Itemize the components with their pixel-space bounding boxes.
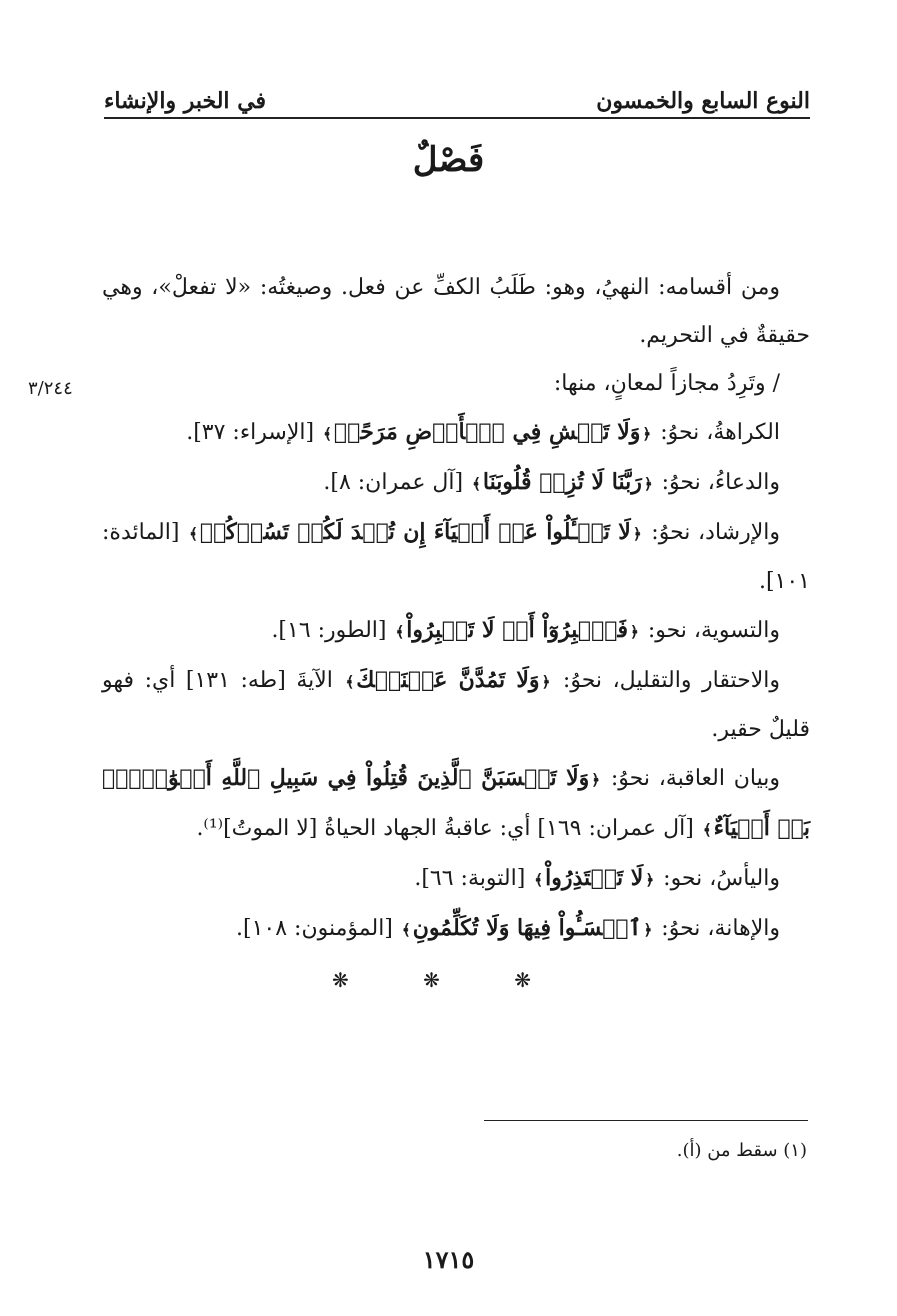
quran-verse: ﴿وَلَا تَحۡسَبَنَّ ٱلَّذِينَ قُتِلُواْ فِي سَبِيلِ ٱللَّهِ أَمۡوَٰتَۢاۚ بَلۡ أَحۡيَآءٌ﴾ bbox=[102, 765, 810, 841]
ornament-open-icon: ﴿ bbox=[645, 871, 655, 889]
ornament-open-icon: ﴿ bbox=[591, 771, 601, 789]
ornament-open-icon: ﴿ bbox=[643, 475, 653, 493]
list-item: والإرشاد، نحوُ: ﴿لَا تَسۡـَٔلُواْ عَنۡ أَشۡيَآءَ إِن تُبۡدَ لَكُمۡ تَسُؤۡكُمۡ﴾ [المائدة: ١٠١]. bbox=[102, 519, 810, 594]
quran-verse: ﴿لَا تَسۡـَٔلُواْ عَنۡ أَشۡيَآءَ إِن تُبۡدَ لَكُمۡ تَسُؤۡكُمۡ﴾ bbox=[189, 519, 642, 545]
quran-verse: ﴿لَا تَعۡتَذِرُواْ﴾ bbox=[534, 865, 655, 891]
ornament-close-icon: ﴾ bbox=[401, 921, 411, 939]
ornament-close-icon: ﴾ bbox=[702, 821, 712, 839]
ornament-close-icon: ﴾ bbox=[323, 425, 332, 443]
list-item: وبيان العاقبة، نحوُ: ﴿وَلَا تَحۡسَبَنَّ ٱلَّذِينَ قُتِلُواْ فِي سَبِيلِ ٱللَّهِ أَمۡوَٰتَۢاۚ بَلۡ أَحۡيَآءٌ﴾ [آل عمران: ١٦٩] أي: عاقبةُ الجهاد الحياةُ [لا الموتُ]⁽¹⁾. bbox=[102, 765, 810, 841]
quran-verse: ﴿ٱخۡسَـُٔواْ فِيهَا وَلَا تُكَلِّمُونِ﴾ bbox=[401, 915, 653, 941]
ornament-close-icon: ﴾ bbox=[345, 673, 355, 691]
list-item: والدعاءُ، نحوُ: ﴿رَبَّنَا لَا تُزِغۡ قُلُوبَنَا﴾ [آل عمران: ٨]. bbox=[323, 469, 780, 495]
ornament-close-icon: ﴾ bbox=[534, 871, 544, 889]
page-number: ١٧١٥ bbox=[422, 1245, 475, 1274]
paragraph-meanings: / وتَرِدُ مجازاً لمعانٍ، منها: bbox=[553, 371, 780, 396]
footnote-rule bbox=[484, 1120, 808, 1121]
margin-reference: ٣/٢٤٤ bbox=[28, 378, 73, 399]
running-header bbox=[104, 70, 810, 114]
quran-verse: ﴿وَلَا تَمُدَّنَّ عَيۡنَيۡكَ﴾ bbox=[345, 667, 551, 693]
list-item: واليأسُ، نحو: ﴿لَا تَعۡتَذِرُواْ﴾ [التوبة: ٦٦]. bbox=[414, 865, 780, 891]
header-chapter-title: النوع السابع والخمسون bbox=[596, 88, 810, 114]
list-item: والاحتقار والتقليل، نحوُ: ﴿وَلَا تَمُدَّنَّ عَيۡنَيۡكَ﴾ الآيةَ [طه: ١٣١] أي: فهو قليلٌ حقير. bbox=[102, 667, 810, 742]
ornament-open-icon: ﴿ bbox=[541, 673, 551, 691]
list-item: والتسوية، نحو: ﴿فَٱصۡبِرُوٓاْ أَوۡ لَا تَصۡبِرُواْ﴾ [الطور: ١٦]. bbox=[271, 617, 780, 643]
section-divider-stars: ❋ ❋ ❋ bbox=[332, 968, 565, 992]
header-rule bbox=[104, 117, 810, 119]
paragraph-intro: ومن أقسامه: النهيُ، وهو: طَلَبُ الكفِّ عن فعل. وصيغتُه: «لا تفعلْ»، وهي حقيقةٌ في التحريم. bbox=[102, 275, 810, 348]
ornament-open-icon: ﴿ bbox=[643, 921, 653, 939]
ornament-close-icon: ﴾ bbox=[189, 525, 198, 543]
main-text bbox=[102, 264, 810, 954]
header-topic-title: في الخبر والإنشاء bbox=[104, 88, 267, 114]
quran-verse: ﴿فَٱصۡبِرُوٓاْ أَوۡ لَا تَصۡبِرُواْ﴾ bbox=[395, 617, 639, 643]
ornament-open-icon: ﴿ bbox=[632, 525, 642, 543]
list-item: الكراهةُ، نحوُ: ﴿وَلَا تَمۡشِ فِي ٱلۡأَرۡضِ مَرَحًاۖ﴾ [الإسراء: ٣٧]. bbox=[186, 419, 780, 445]
quran-verse: ﴿وَلَا تَمۡشِ فِي ٱلۡأَرۡضِ مَرَحًاۖ﴾ bbox=[323, 419, 652, 445]
ornament-open-icon: ﴿ bbox=[642, 425, 652, 443]
list-item: والإهانة، نحوُ: ﴿ٱخۡسَـُٔواْ فِيهَا وَلَا تُكَلِّمُونِ﴾ [المؤمنون: ١٠٨]. bbox=[236, 915, 780, 941]
quran-verse: ﴿رَبَّنَا لَا تُزِغۡ قُلُوبَنَا﴾ bbox=[472, 469, 653, 495]
footnote: (١) سقط من (أ). bbox=[676, 1140, 807, 1161]
ornament-open-icon: ﴿ bbox=[630, 623, 639, 641]
section-title: فَصْلٌ bbox=[412, 140, 485, 180]
ornament-close-icon: ﴾ bbox=[395, 623, 405, 641]
ornament-close-icon: ﴾ bbox=[472, 475, 481, 493]
